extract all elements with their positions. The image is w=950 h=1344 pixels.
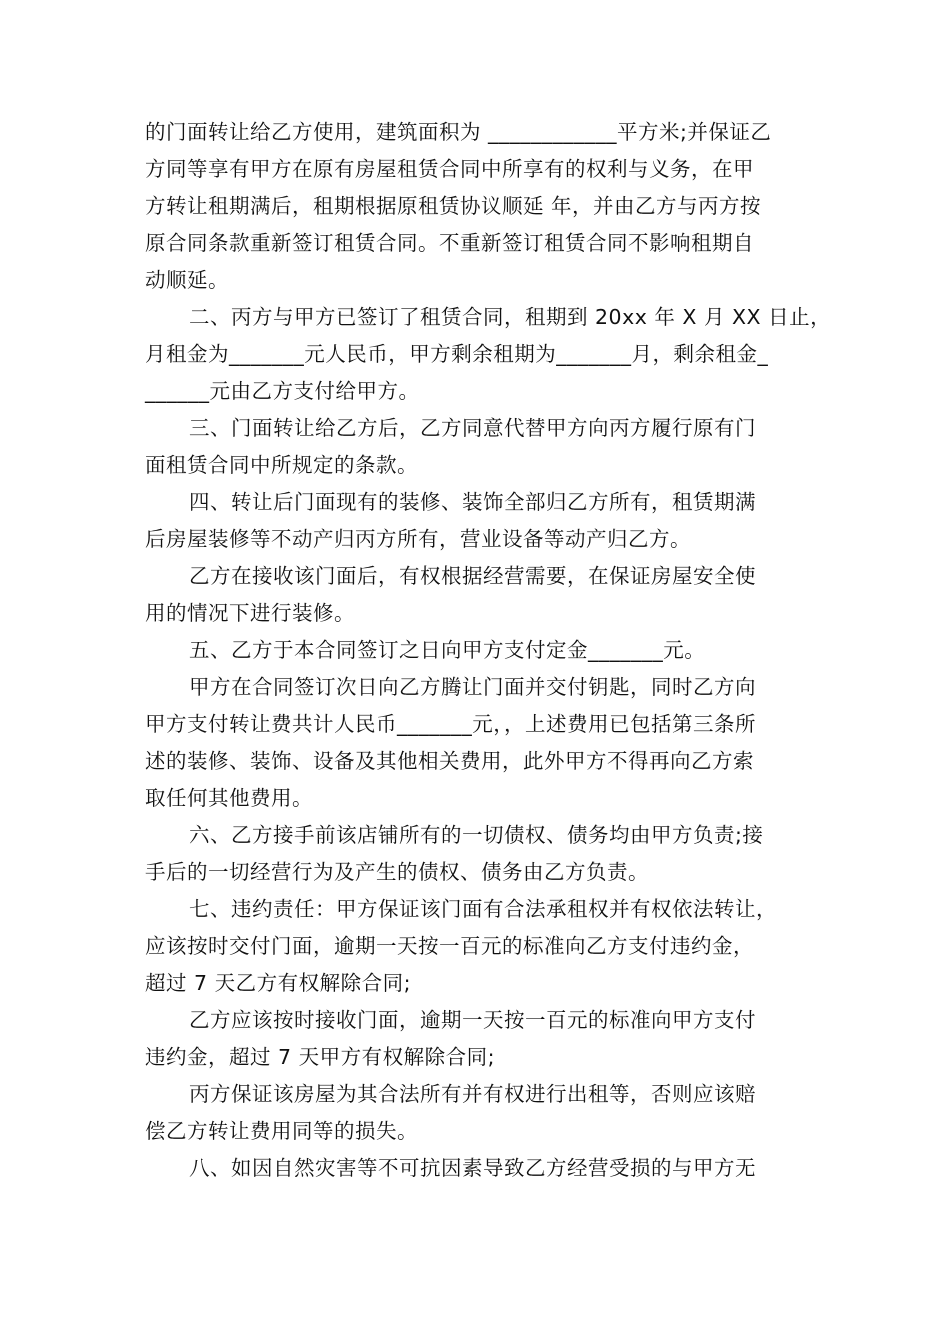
text-line: 方同等享有甲方在原有房屋租赁合同中所享有的权利与义务，在甲 — [145, 157, 754, 181]
text-line: 述的装修、装饰、设备及其他相关费用，此外甲方不得再向乙方索 — [145, 749, 754, 773]
text-line: 的门面转让给乙方使用，建筑面积为 ____________平方米;并保证乙 — [145, 120, 772, 144]
text-line: 用的情况下进行装修。 — [145, 601, 355, 625]
text-line: 取任何其他费用。 — [145, 786, 313, 810]
text-line: 五、乙方于本合同签订之日向甲方支付定金_______元。 — [189, 638, 706, 662]
text-line: 八、如因自然灾害等不可抗因素导致乙方经营受损的与甲方无 — [189, 1156, 756, 1180]
text-line: 三、门面转让给乙方后，乙方同意代替甲方向丙方履行原有门 — [189, 416, 756, 440]
text-line: 方转让租期满后，租期根据原租赁协议顺延 年，并由乙方与丙方按 — [145, 194, 762, 218]
text-line: 后房屋装修等不动产归丙方所有，营业设备等动产归乙方。 — [145, 527, 691, 551]
text-line: 手后的一切经营行为及产生的债权、债务由乙方负责。 — [145, 860, 649, 884]
text-line: 动顺延。 — [145, 268, 229, 292]
text-line: 丙方保证该房屋为其合法所有并有权进行出租等，否则应该赔 — [189, 1082, 756, 1106]
text-line: ______元由乙方支付给甲方。 — [145, 379, 420, 403]
text-line: 七、违约责任：甲方保证该门面有合法承租权并有权依法转让， — [189, 897, 777, 921]
text-line: 违约金，超过 7 天甲方有权解除合同; — [145, 1045, 495, 1069]
text-line: 四、转让后门面现有的装修、装饰全部归乙方所有，租赁期满 — [189, 490, 756, 514]
text-line: 六、乙方接手前该店铺所有的一切债权、债务均由甲方负责;接 — [189, 823, 764, 847]
text-line: 应该按时交付门面，逾期一天按一百元的标准向乙方支付违约金， — [145, 934, 754, 958]
text-line: 面租赁合同中所规定的条款。 — [145, 453, 418, 477]
text-line: 原合同条款重新签订租赁合同。不重新签订租赁合同不影响租期自 — [145, 231, 754, 255]
text-line: 甲方在合同签订次日向乙方腾让门面并交付钥匙，同时乙方向 — [189, 675, 756, 699]
text-line: 偿乙方转让费用同等的损失。 — [145, 1119, 418, 1143]
text-line: 乙方在接收该门面后，有权根据经营需要，在保证房屋安全使 — [189, 564, 756, 588]
text-line: 月租金为_______元人民币，甲方剩余租期为_______月，剩余租金_ — [145, 342, 769, 366]
text-line: 甲方支付转让费共计人民币_______元，，上述费用已包括第三条所 — [145, 712, 756, 736]
text-line: 超过 7 天乙方有权解除合同; — [145, 971, 411, 995]
text-line: 二、丙方与甲方已签订了租赁合同，租期到 20xx 年 X 月 XX 日止， — [189, 305, 832, 329]
document-page — [145, 114, 832, 1187]
text-line: 乙方应该按时接收门面，逾期一天按一百元的标准向甲方支付 — [189, 1008, 756, 1032]
